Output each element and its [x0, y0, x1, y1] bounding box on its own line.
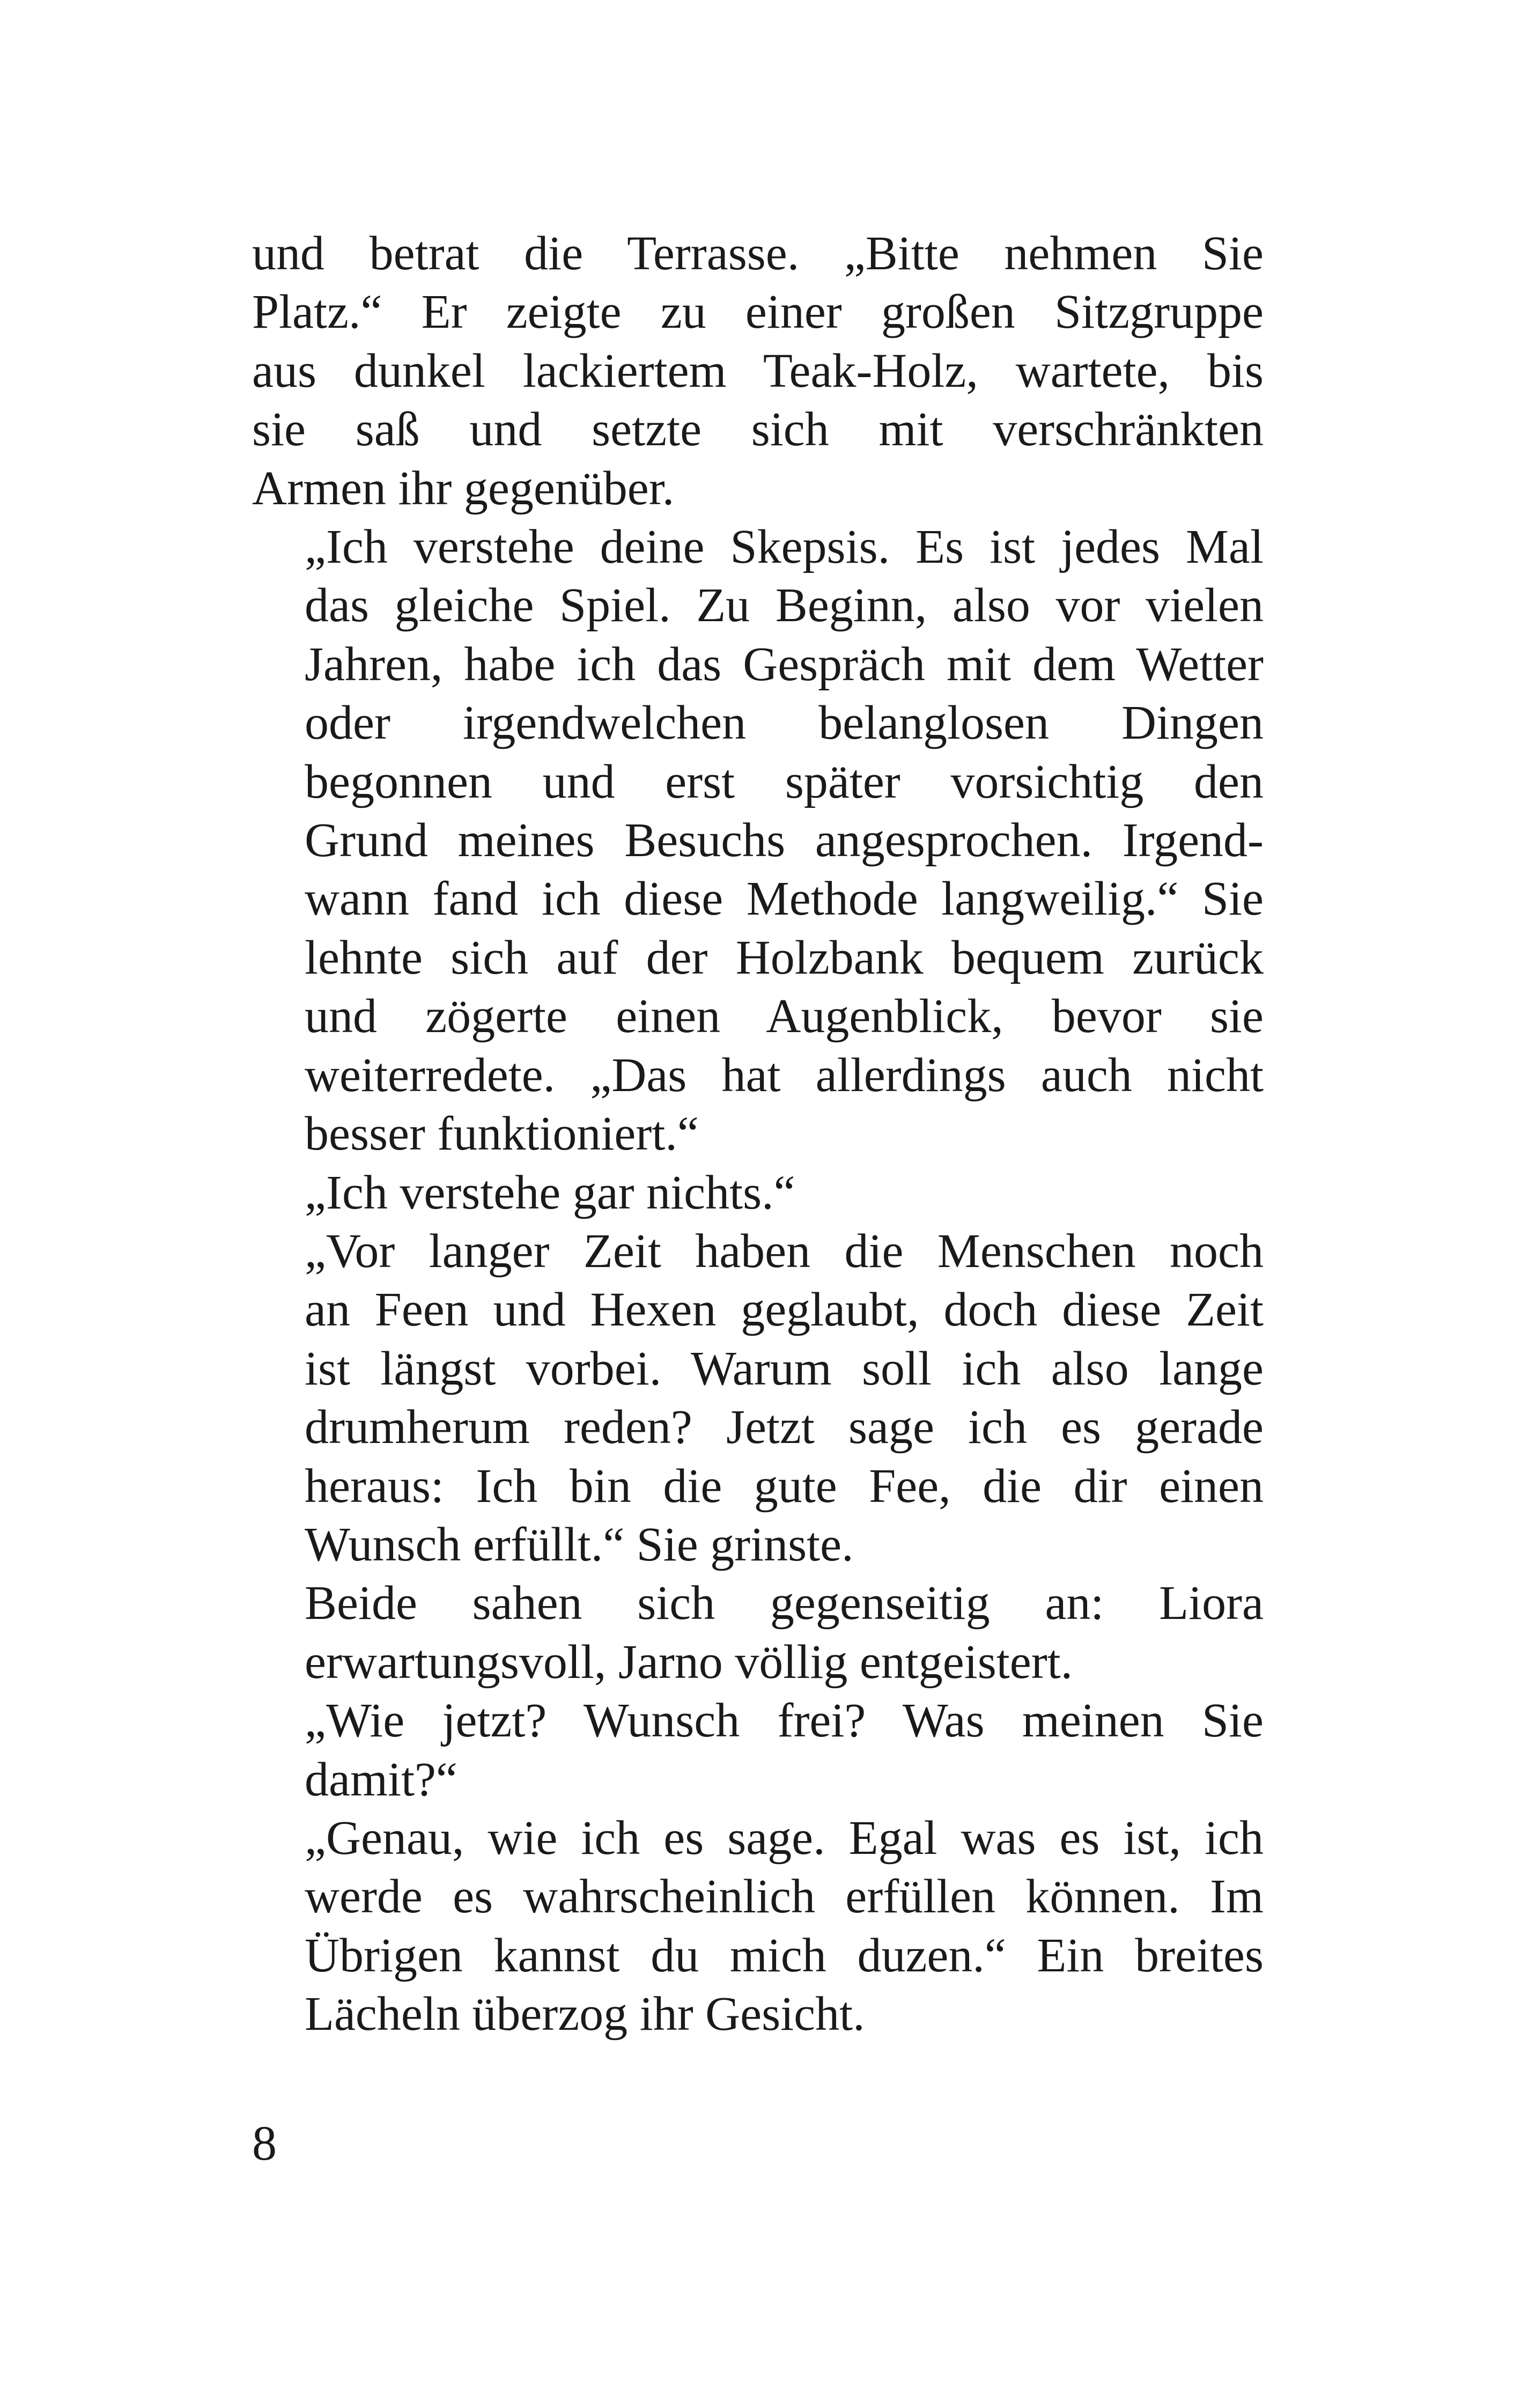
paragraph: [252, 1691, 1264, 1809]
text-line: sie saß und setzte sich mit verschränkten: [252, 403, 1264, 456]
text-line: wann fand ich diese Methode langweilig.“ Sie: [305, 872, 1264, 926]
paragraph: [252, 224, 1264, 518]
text-line: Platz.“ Er zeigte zu einer großen Sitzgruppe: [252, 285, 1264, 339]
text-line: aus dunkel lackiertem Teak-Holz, wartete, bis: [252, 344, 1264, 397]
text-line: „Wie jetzt? Wunsch frei? Was meinen Sie: [305, 1694, 1264, 1748]
text-line: ist längst vorbei. Warum soll ich also lange: [305, 1342, 1264, 1395]
text-line: „Genau, wie ich es sage. Egal was es ist, ich: [305, 1811, 1264, 1865]
paragraph: [252, 1574, 1264, 1691]
text-line: Beide sahen sich gegenseitig an: Liora: [305, 1577, 1264, 1630]
text-line: Lächeln überzog ihr Gesicht.: [305, 1987, 865, 2041]
text-line: oder irgendwelchen belanglosen Dingen: [305, 696, 1264, 750]
text-line: Grund meines Besuchs angesprochen. Irgend-: [305, 814, 1264, 867]
text-line: damit?“: [305, 1752, 457, 1806]
page-number: 8: [252, 2116, 277, 2170]
paragraph: [252, 1222, 1264, 1574]
paragraph: [252, 1809, 1264, 2044]
text-line: und betrat die Terrasse. „Bitte nehmen Sie: [252, 227, 1264, 280]
text-line: an Feen und Hexen geglaubt, doch diese Zeit: [305, 1283, 1264, 1337]
body-text: [252, 224, 1264, 2044]
text-line: lehnte sich auf der Holzbank bequem zurück: [305, 931, 1264, 984]
paragraph: [252, 1164, 1264, 1222]
text-line: besser funktioniert.“: [305, 1107, 699, 1161]
text-line: drumherum reden? Jetzt sage ich es gerade: [305, 1401, 1264, 1454]
text-line: heraus: Ich bin die gute Fee, die dir einen: [305, 1459, 1264, 1513]
text-line: Armen ihr gegenüber.: [252, 461, 675, 515]
text-line: erwartungsvoll, Jarno völlig entgeistert.: [305, 1635, 1073, 1689]
text-line: „Ich verstehe gar nichts.“: [305, 1166, 795, 1219]
text-line: Jahren, habe ich das Gespräch mit dem Wetter: [305, 637, 1264, 691]
text-line: „Ich verstehe deine Skepsis. Es ist jedes Mal: [305, 520, 1264, 574]
text-line: werde es wahrscheinlich erfüllen können. Im: [305, 1870, 1264, 1924]
text-line: Übrigen kannst du mich duzen.“ Ein breites: [305, 1928, 1264, 1982]
text-line: begonnen und erst später vorsichtig den: [305, 755, 1264, 808]
text-line: und zögerte einen Augenblick, bevor sie: [305, 990, 1264, 1043]
text-line: „Vor langer Zeit haben die Menschen noch: [305, 1224, 1264, 1278]
text-line: das gleiche Spiel. Zu Beginn, also vor vielen: [305, 579, 1264, 632]
text-line: weiterredete. „Das hat allerdings auch nicht: [305, 1048, 1264, 1102]
paragraph: [252, 518, 1264, 1163]
text-line: Wunsch erfüllt.“ Sie grinste.: [305, 1518, 854, 1571]
